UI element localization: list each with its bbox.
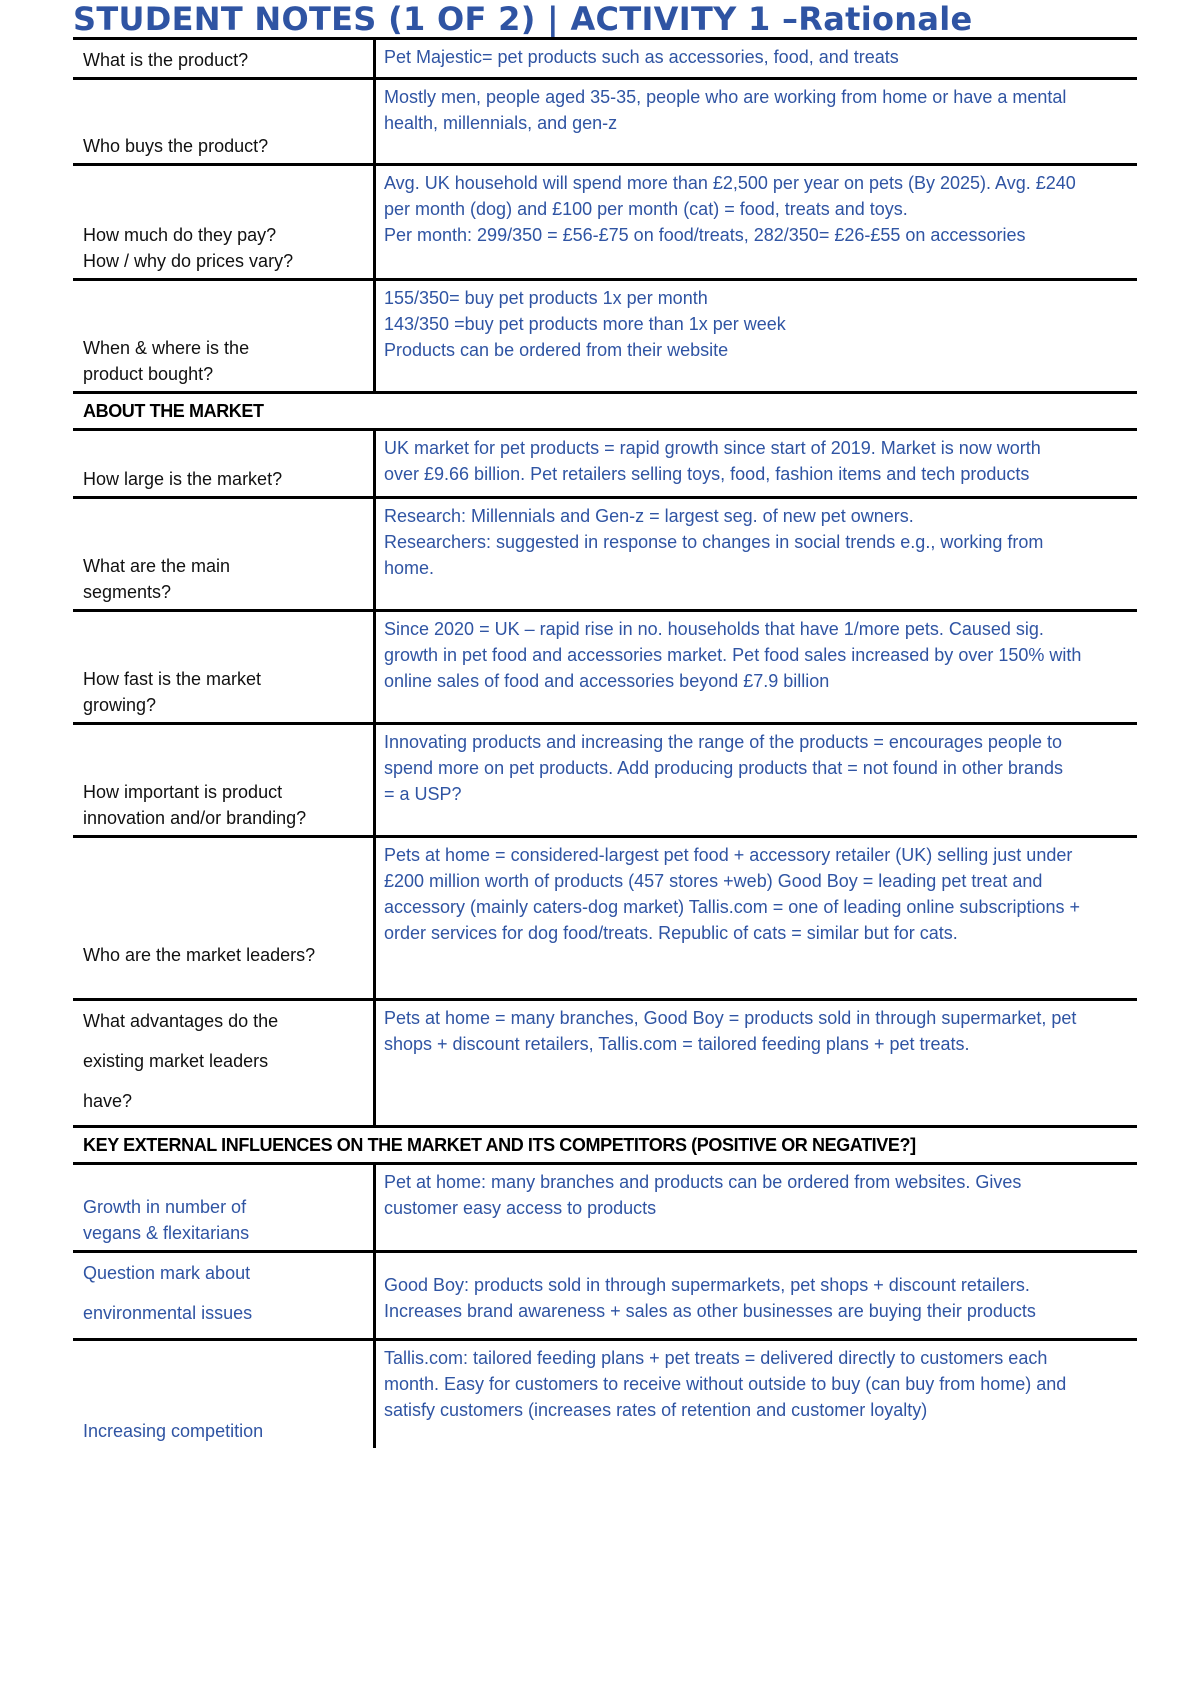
answer-cell: Pets at home = considered-largest pet food + accessory retailer (UK) selling just under £200 million worth of products (457 stores +web) Good Boy = leading pet treat and accessory (mainly caters-dog market) Tallis.com = one of leading online subscriptions + order services for dog food/treats. Republic of cats = similar but for cats. [384,845,1080,943]
answer-cell: Tallis.com: tailored feeding plans + pet treats = delivered directly to customers each month. Easy for customers to receive without outside to buy (can buy from home) and satisfy customers (increases rates of retention and customer loyalty) [384,1348,1067,1420]
answer-cell: 155/350= buy pet products 1x per month 143/350 =buy pet products more than 1x per week Products can be ordered from their website [384,288,786,360]
answer-cell: Since 2020 = UK – rapid rise in no. households that have 1/more pets. Caused sig. growth in pet food and accessories market. Pet food sales increased by over 150% with online sales of food and accessories beyond £7.9 billion [384,619,1082,691]
table-row [73,498,1137,611]
question-cell: What are the main segments? [73,498,375,611]
table-row [73,1340,1137,1448]
question-cell: How large is the market? [73,430,375,498]
table-row [73,1252,1137,1340]
section-header-market: ABOUT THE MARKET [73,393,1137,430]
question-cell: Who buys the product? [73,79,375,165]
answer-cell: Mostly men, people aged 35-35, people who are working from home or have a mental health, millennials, and gen-z [384,87,1067,133]
table-row [73,837,1137,1000]
notes-table [73,37,1137,1448]
question-cell: How fast is the market growing? [73,611,375,724]
table-row [73,39,1137,79]
table-row [73,611,1137,724]
answer-cell: Pets at home = many branches, Good Boy = products sold in through supermarket, pet shops + discount retailers, Tallis.com = tailored feeding plans + pet treats. [384,1008,1077,1054]
table-row [73,724,1137,837]
question-cell: How important is product innovation and/or branding? [73,724,375,837]
question-cell: When & where is the product bought? [73,280,375,393]
answer-cell: Pet at home: many branches and products can be ordered from websites. Gives customer easy access to products [384,1172,1022,1218]
question-cell: What is the product? [73,39,375,79]
question-cell: How much do they pay? How / why do prices vary? [73,165,375,280]
table-row [73,165,1137,280]
answer-cell: Good Boy: products sold in through supermarkets, pet shops + discount retailers. Increases brand awareness + sales as other businesses are buying their products [384,1274,1036,1321]
section-header-external: KEY EXTERNAL INFLUENCES ON THE MARKET AND ITS COMPETITORS (POSITIVE OR NEGATIVE?] [73,1127,1137,1164]
answer-cell: Research: Millennials and Gen-z = largest seg. of new pet owners. Researchers: suggested in response to changes in social trends e.g., working from home. [384,506,1044,578]
table-row [73,79,1137,165]
question-cell: Question mark about environmental issues [73,1252,375,1340]
question-cell: Growth in number of vegans & flexitarians [73,1164,375,1252]
answer-cell: Pet Majestic= pet products such as accessories, food, and treats [384,47,899,67]
question-cell: What advantages do the existing market leaders have? [73,1000,375,1127]
table-row [73,1164,1137,1252]
page-title: STUDENT NOTES (1 OF 2) | ACTIVITY 1 –Rationale [73,0,973,38]
answer-cell: Avg. UK household will spend more than £2,500 per year on pets (By 2025). Avg. £240 per month (dog) and £100 per month (cat) = food, treats and toys. Per month: 299/350 = £56-£75 on food/treats, 282/350= £26-£55 on accessories [384,173,1076,245]
answer-cell: UK market for pet products = rapid growth since start of 2019. Market is now worth over £9.66 billion. Pet retailers selling toys, food, fashion items and tech products [384,438,1041,484]
answer-cell: Innovating products and increasing the range of the products = encourages people to spend more on pet products. Add producing products that = not found in other brands = a USP? [384,732,1063,804]
table-row [73,1000,1137,1127]
question-cell: Increasing competition [73,1340,375,1448]
table-row [73,430,1137,498]
question-cell: Who are the market leaders? [73,837,375,1000]
table-row [73,280,1137,393]
